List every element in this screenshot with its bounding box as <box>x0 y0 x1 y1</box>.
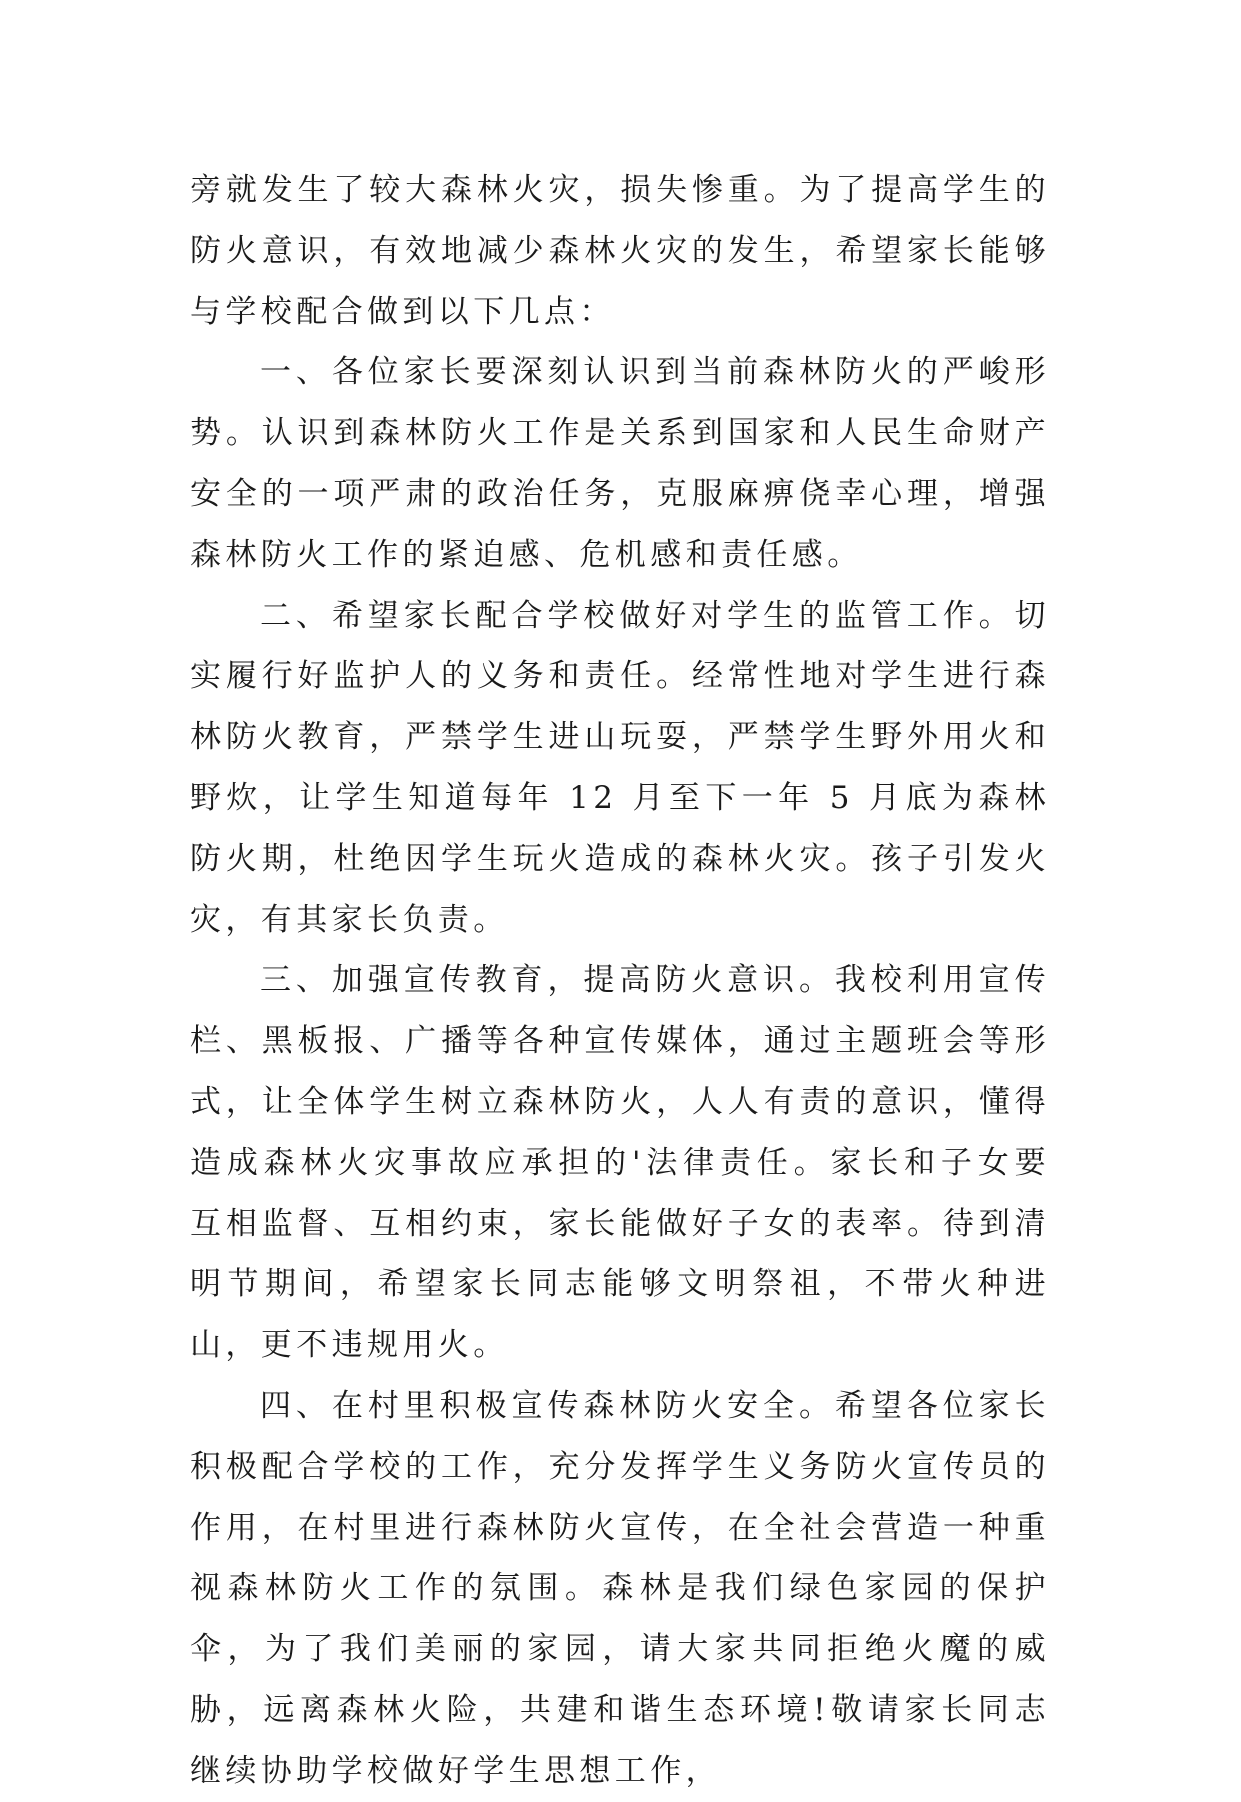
point-1-paragraph: 一、各位家长要深刻认识到当前森林防火的严峻形势。认识到森林防火工作是关系到国家和人民生命财产安全的一项严肃的政治任务，克服麻痹侥幸心理，增强森林防火工作的紧迫感、危机感和责任感。 <box>190 354 1050 573</box>
document-body <box>190 160 1050 1802</box>
point-3-paragraph: 三、加强宣传教育，提高防火意识。我校利用宣传栏、黑板报、广播等各种宣传媒体，通过主题班会等形式，让全体学生树立森林防火，人人有责的意识，懂得造成森林火灾事故应承担的'法律责任。家长和子女要互相监督、互相约束，家长能做好子女的表率。待到清明节期间，希望家长同志能够文明祭祖，不带火种进山，更不违规用火。 <box>190 962 1050 1364</box>
intro-paragraph: 旁就发生了较大森林火灾，损失惨重。为了提高学生的防火意识，有效地减少森林火灾的发生，希望家长能够与学校配合做到以下几点： <box>190 172 1050 330</box>
point-4-paragraph: 四、在村里积极宣传森林防火安全。希望各位家长积极配合学校的工作，充分发挥学生义务防火宣传员的作用，在村里进行森林防火宣传，在全社会营造一种重视森林防火工作的氛围。森林是我们绿色家园的保护伞，为了我们美丽的家园，请大家共同拒绝火魔的威胁，远离森林火险，共建和谐生态环境!敬请家长同志继续协助学校做好学生思想工作， <box>190 1387 1050 1789</box>
point-2-paragraph: 二、希望家长配合学校做好对学生的监管工作。切实履行好监护人的义务和责任。经常性地对学生进行森林防火教育，严禁学生进山玩耍，严禁学生野外用火和野炊，让学生知道每年 12 月至下一年 5 月底为森林防火期，杜绝因学生玩火造成的森林火灾。孩子引发火灾，有其家长负责。 <box>190 597 1050 938</box>
